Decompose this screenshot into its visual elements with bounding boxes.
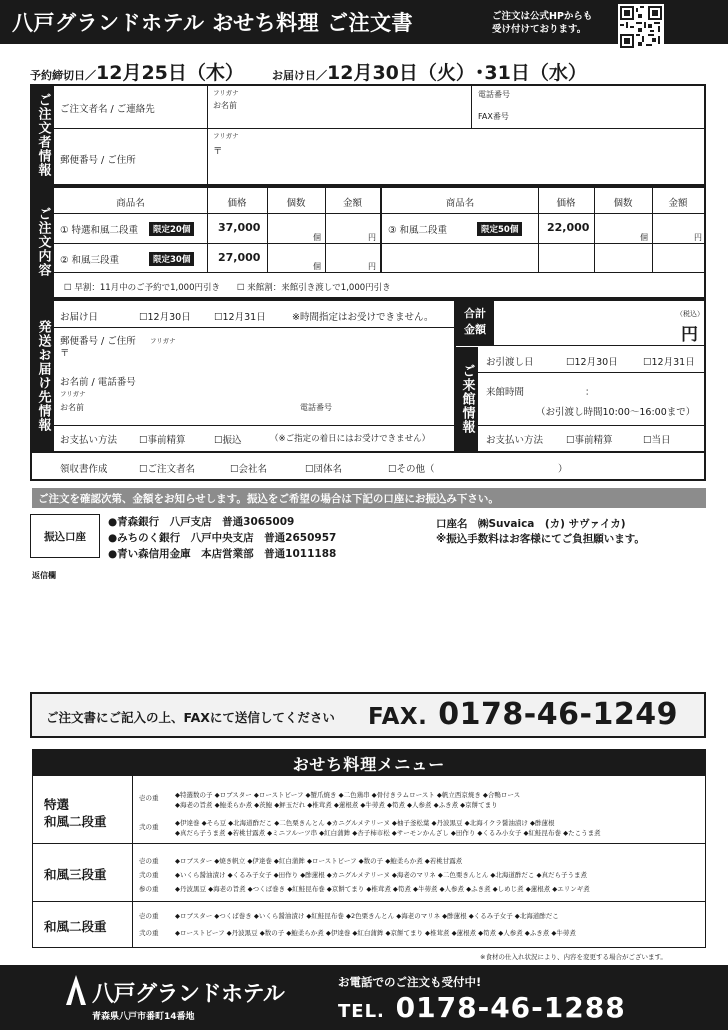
account-name: 口座名 ㈱Suvaica (カ) サヴァイカ)	[436, 518, 626, 530]
fax-field[interactable]: FAX番号	[478, 112, 509, 121]
delivery-name-tel-label: お名前 / 電話番号	[60, 377, 136, 388]
fee-note: ※振込手数料はお客様にてご負担願います。	[436, 533, 645, 545]
col-header-amount: 金額	[342, 198, 362, 209]
item-1-price: 37,000	[218, 221, 261, 234]
menu-title: おせち料理メニュー	[32, 749, 706, 776]
page-title: 八戸グランドホテル おせち料理 ご注文書	[12, 11, 413, 35]
tax-included-note: （税込）	[676, 310, 704, 318]
item-3-amount-field[interactable]: 円	[694, 233, 702, 242]
course-3-tier-2: 弐の重	[139, 929, 159, 937]
hotel-logo-mark	[64, 973, 88, 1007]
bank-account-label: 振込口座	[30, 514, 100, 558]
item-3-limit-badge: 限定50個	[477, 222, 522, 236]
hotel-logo: 八戸グランドホテル	[92, 982, 285, 1007]
qr-code-icon[interactable]	[618, 4, 664, 50]
col-header-price: 価格	[227, 198, 247, 209]
receipt-other-checkbox[interactable]: ☐その他（	[388, 464, 435, 475]
course-3-tier-2-items: ◆ローストビーフ ◆丹波黒豆 ◆数の子 ◆鮑柔らか煮 ◆伊達巻 ◆紅白蒲鉾 ◆京餅てまり ◆椎茸煮 ◆蓮根煮 ◆筍煮 ◆人参煮 ◆ふき煮 ◆牛蒡煮	[175, 929, 576, 937]
furigana-label: フリガナ	[213, 89, 239, 97]
delivery-date-label: お届け日	[60, 312, 99, 323]
pay-on-day-checkbox[interactable]: ☐当日	[643, 435, 671, 446]
col-header-product-2: 商品名	[445, 198, 475, 209]
item-3-name: ③ 和風二段重	[388, 225, 448, 236]
course-2-tier-2-items: ◆いくら醤油漬け ◆くるみ子女子 ◆田作り ◆酢蓮根 ◆カニグルメテリーヌ ◆海老のマリネ ◆二色栗きんとん ◆北海道酢だこ ◆真だら子うま煮	[175, 871, 587, 879]
total-label: 合計金額	[456, 301, 494, 345]
receipt-group-checkbox[interactable]: ☐団体名	[305, 464, 343, 475]
item-1-limit-badge: 限定20個	[149, 222, 194, 236]
deadline-label: 予約締切日／	[30, 69, 96, 82]
no-time-spec-note: ※時間指定はお受けできません。	[292, 312, 434, 323]
orderer-section	[30, 84, 706, 186]
tel-field[interactable]: 電話番号	[478, 90, 510, 99]
col-header-qty-2: 個数	[613, 198, 633, 209]
receipt-orderer-checkbox[interactable]: ☐ご注文者名	[139, 464, 196, 475]
course-3-tier-1-items: ◆ロブスター ◆つくば巻き ◆いくら醤油漬け ◆紅鮭昆布巻 ◆2色栗きんとん ◆海老のマリネ ◆酢蓮根 ◆くるみ子女子 ◆北海道酢だこ	[175, 912, 559, 920]
item-2-limit-badge: 限定30個	[149, 252, 194, 266]
delivery-date-31-checkbox[interactable]: ☐12月31日	[214, 312, 266, 323]
delivery-dates-value: 12月30日（火）･31日（水）	[327, 62, 587, 84]
visit-payment-label: お支払い方法	[486, 435, 544, 446]
item-2-price: 27,000	[218, 251, 261, 264]
handover-hours-note: （お引渡し時間10:00～16:00まで）	[536, 407, 696, 418]
visit-prepay-checkbox[interactable]: ☐事前精算	[566, 435, 613, 446]
handover-30-checkbox[interactable]: ☐12月30日	[566, 357, 618, 368]
item-1-amount-field[interactable]: 円	[368, 233, 376, 242]
delivery-payment-label: お支払い方法	[60, 435, 118, 446]
delivery-date-30-checkbox[interactable]: ☐12月30日	[139, 312, 191, 323]
item-1-name: ① 特選和風二段重	[60, 225, 139, 236]
bank-line-3: ●青い森信用金庫 本店営業部 普通1011188	[108, 548, 337, 560]
visit-time-field[interactable]: ：	[585, 387, 595, 398]
course-2-tier-1: 壱の重	[139, 857, 159, 865]
item-3-price: 22,000	[547, 221, 590, 234]
deadline-date: 12月25日（木）	[96, 62, 244, 84]
course-3-tier-1: 壱の重	[139, 912, 159, 920]
course-2-tier-2: 弐の重	[139, 871, 159, 879]
visit-time-label: 来館時間	[486, 387, 525, 398]
delivery-furigana: フリガナ	[150, 337, 176, 345]
delivery-address-field[interactable]: 〒	[60, 348, 70, 359]
course-1-tier-2: 弐の重	[139, 823, 159, 831]
fax-instruction: ご注文書にご記入の上、FAXにて送信してください	[46, 710, 335, 725]
receipt-other-close: ）	[558, 464, 568, 475]
handover-date-label: お引渡し日	[486, 357, 534, 368]
bank-line-1: ●青森銀行 八戸支店 普通3065009	[108, 516, 295, 528]
delivery-dates	[272, 58, 587, 85]
receipt-label: 領収書作成	[60, 464, 108, 475]
hotel-logo-icon	[64, 973, 88, 1007]
tel-number[interactable]	[338, 991, 626, 1024]
prepay-checkbox[interactable]: ☐事前精算	[139, 435, 186, 446]
col-header-amount-2: 金額	[668, 198, 688, 209]
delivery-dates-label: お届け日／	[272, 69, 327, 82]
qr-code-graphic	[620, 6, 662, 48]
course-1-tier-1-items-a: ◆特選数の子 ◆ロブスター ◆ローストビーフ ◆蟹爪焼き ◆二色鶏串 ◆骨付きラムロースト ◆帆立西京焼き ◆合鴨ロース	[175, 791, 521, 799]
menu-footnote: ※食材の仕入れ状況により、内容を変更する場合がございます。	[480, 953, 667, 961]
delivery-name-furigana: フリガナ	[60, 390, 86, 398]
orderer-name-label: ご注文者名 / ご連絡先	[60, 104, 155, 115]
course-2-tier-3-items: ◆丹波黒豆 ◆海老の旨煮 ◆つくば巻き ◆紅鮭昆布巻 ◆京餅てまり ◆椎茸煮 ◆筍煮 ◆牛蒡煮 ◆人参煮 ◆ふき煮 ◆しめじ煮 ◆蓮根煮 ◆エリンギ煮	[175, 885, 590, 893]
col-header-product: 商品名	[116, 198, 145, 209]
item-3-qty-field[interactable]: 個	[640, 233, 648, 242]
receipt-company-checkbox[interactable]: ☐会社名	[230, 464, 268, 475]
delivery-tel-field[interactable]: 電話番号	[300, 403, 332, 412]
hotel-address: 青森県八戸市番町14番地	[92, 1012, 195, 1022]
transfer-checkbox[interactable]: ☐振込	[214, 435, 242, 446]
transfer-note: （※ご指定の着日にはお受けできません）	[270, 434, 431, 444]
course-two-tier	[32, 902, 706, 948]
tel-number-value: 0178-46-1288	[395, 991, 626, 1024]
discount-options[interactable]: ☐ 早割：11月中のご予約で1,000円引き ☐ 来館割：来館引き渡しで1,000円引き	[64, 283, 391, 293]
page-footer	[0, 965, 728, 1030]
fax-prefix: FAX.	[368, 704, 428, 730]
col-header-price-2: 価格	[556, 198, 576, 209]
fax-box	[30, 692, 706, 738]
orderer-name-field[interactable]: お名前	[213, 101, 237, 110]
course-2-tier-1-items: ◆ロブスター ◆焼き帆立 ◆伊達巻 ◆紅白蒲鉾 ◆ローストビーフ ◆数の子 ◆鮑柔らか煮 ◆若桃甘露煮	[175, 857, 463, 865]
course-1-name: 特選 和風二段重	[44, 797, 107, 829]
delivery-section-label: 発送お届け先情報	[32, 301, 54, 451]
orderer-address-field[interactable]: 〒	[213, 146, 223, 157]
course-1-tier-2-items-b: ◆真だら子うま煮 ◆若桃甘露煮 ◆ミニフルーツ串 ◆紅白蒲鉾 ◆杏子柿市松 ◆サーモンかんざし ◆田作り ◆くるみ小女子 ◆紅鮭昆布巻 ◆たこうま煮	[175, 829, 601, 837]
course-1-tier-1: 壱の重	[139, 794, 159, 802]
delivery-address-label: 郵便番号 / ご住所	[60, 336, 136, 347]
course-1-tier-2-items-a: ◆伊達巻 ◆そら豆 ◆北海道酢だこ ◆二色栗きんとん ◆カニグルメテリーヌ ◆柚子釜松葉 ◆丹波黒豆 ◆北海イクラ醤油漬け ◆酢蓮根	[175, 819, 555, 827]
phone-order-note: お電話でのご注文も受付中!	[338, 975, 482, 989]
course-2-tier-3: 参の重	[139, 885, 159, 893]
item-2-amount-field[interactable]: 円	[368, 262, 376, 271]
orderer-section-label: ご注文者情報	[32, 86, 54, 184]
order-deadline	[30, 58, 244, 85]
total-amount-field[interactable]: 円	[681, 325, 698, 345]
orderer-address-label: 郵便番号 / ご住所	[60, 155, 136, 166]
order-section-label: ご注文内容	[32, 186, 54, 297]
course-2-name: 和風三段重	[44, 867, 107, 882]
course-1-tier-1-items-b: ◆海老の旨煮 ◆鮑柔らか煮 ◆茨鮑 ◆鮃玉だれ ◆椎茸煮 ◆蓮根煮 ◆牛蒡煮 ◆筍煮 ◆人参煮 ◆ふき煮 ◆京餅てまり	[175, 801, 498, 809]
fax-number[interactable]	[368, 697, 678, 732]
fax-number-value: 0178-46-1249	[438, 697, 678, 732]
tel-prefix: TEL.	[338, 1001, 385, 1022]
visit-section-label: ご来館情報	[456, 347, 478, 451]
handover-31-checkbox[interactable]: ☐12月31日	[643, 357, 695, 368]
transfer-notice: ご注文を確認次第、金額をお知らせします。振込をご希望の場合は下記の口座にお振込み下さい。	[32, 488, 706, 508]
bank-line-2: ●みちのく銀行 八戸中央支店 普通2650957	[108, 532, 337, 544]
reply-area[interactable]	[30, 582, 706, 686]
online-order-note: ご注文は公式HPからも 受け付けております。	[492, 11, 593, 35]
address-furigana-label: フリガナ	[213, 132, 239, 140]
course-3-name: 和風二段重	[44, 919, 107, 934]
col-header-qty: 個数	[286, 198, 306, 209]
item-2-name: ② 和風三段重	[60, 255, 120, 266]
item-1-qty-field[interactable]: 個	[313, 233, 321, 242]
delivery-name-field[interactable]: お名前	[60, 403, 84, 412]
receipt-row	[30, 451, 706, 481]
reply-area-label: 返信欄	[32, 571, 56, 580]
item-2-qty-field[interactable]: 個	[313, 262, 321, 271]
